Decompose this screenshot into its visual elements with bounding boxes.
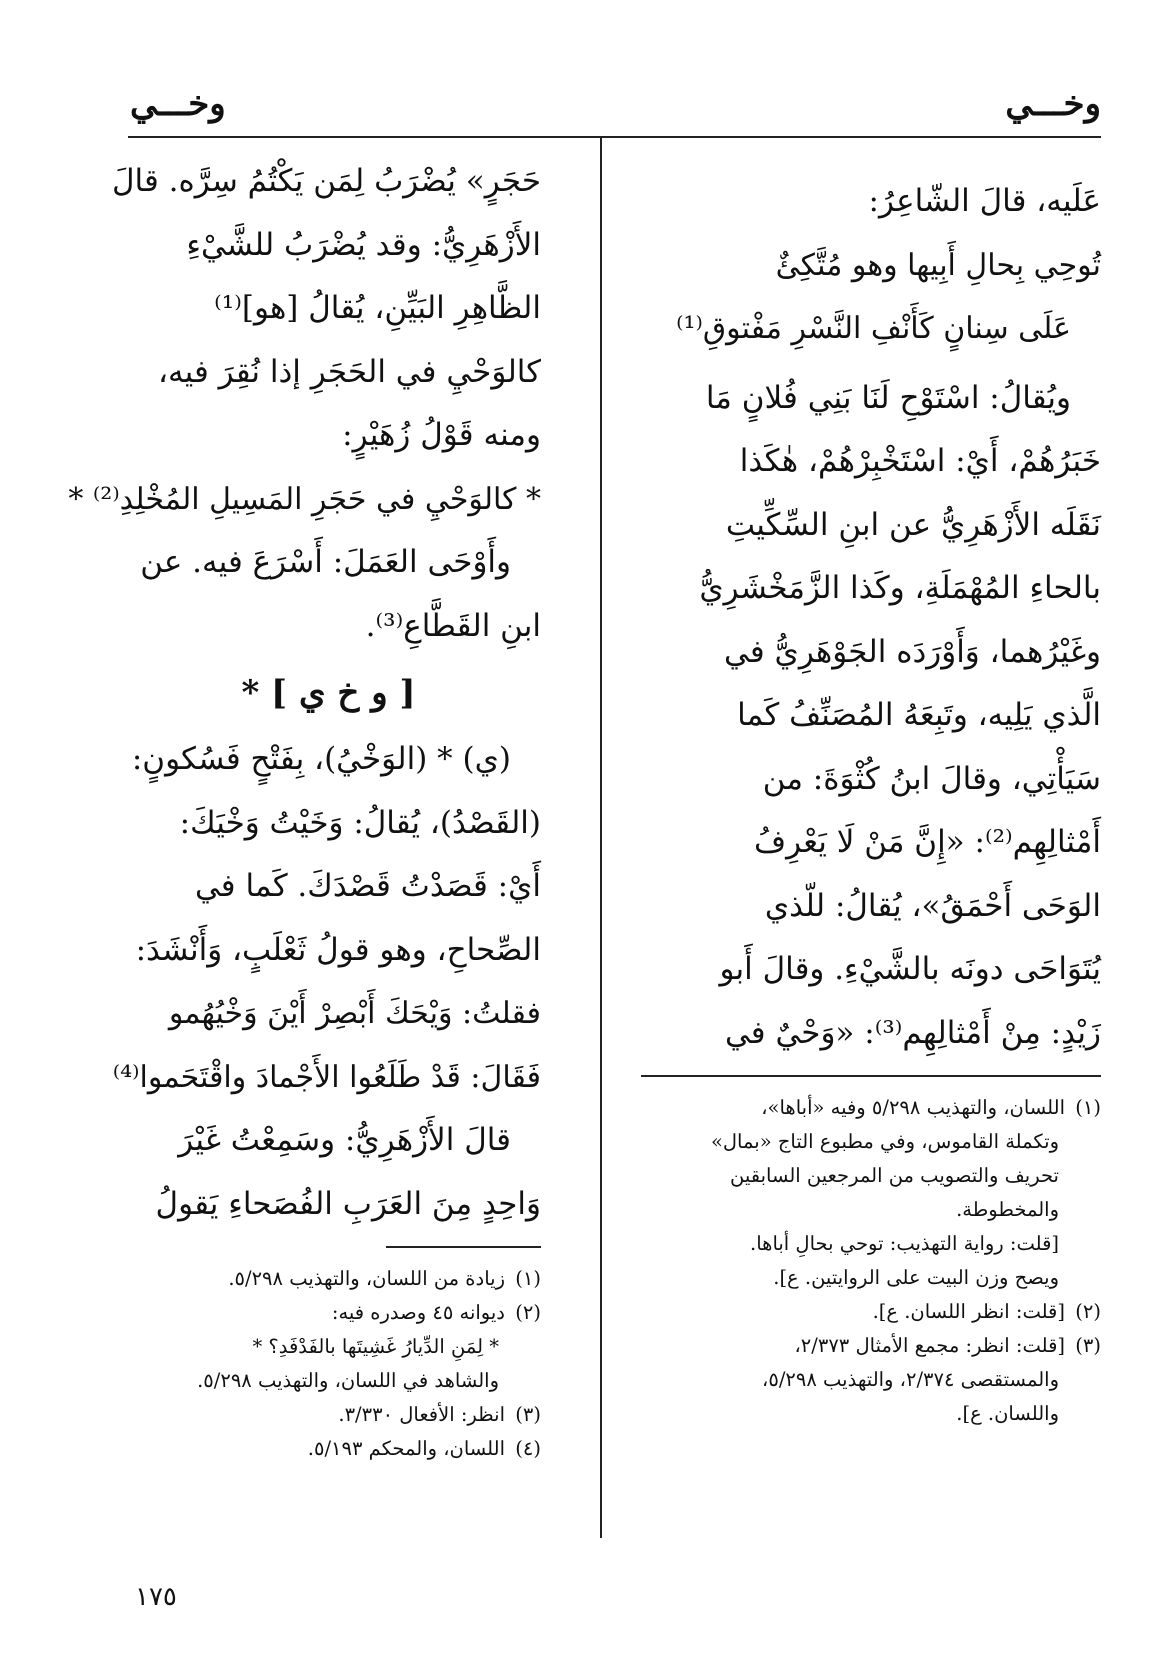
footnote-text: والمستقصى ٢/٣٧٤، والتهذيب ٥/٢٩٨،: [762, 1368, 1059, 1391]
verse-line: فَقَالَ: قَدْ طَلَعُوا الأَجْمادَ واقْتَحَموا⁽⁴⁾: [112, 1059, 541, 1095]
footnote-text: ديوانه ٤٥ وصدره فيه:: [331, 1301, 505, 1324]
footnote-number: (٢): [1075, 1300, 1101, 1323]
footnote-line: [641, 1295, 1101, 1329]
text-line: وغَيْرُهما، وَأَوْرَدَه الجَوْهَرِيُّ في: [724, 633, 1101, 670]
text-line: الظَّاهِرِ البَيِّنِ، يُقالُ [هو]⁽¹⁾: [214, 290, 541, 326]
text-line: زَيْدٍ: مِنْ أَمْثالِهِم⁽³⁾: «وَحْيٌ في: [724, 1014, 1101, 1051]
text-line: وَاحِدٍ مِنَ العَرَبِ الفُصَحاءِ يَقولُ: [155, 1185, 541, 1222]
footnote-text: انظر: الأفعال ٣/٣٣٠.: [338, 1403, 505, 1426]
text-line: ومنه قَوْلُ زُهَيْرٍ:: [342, 417, 541, 453]
footnote-text: وتكملة القاموس، وفي مطبوع التاج «بمال»: [710, 1130, 1059, 1153]
footnote-text: والشاهد في اللسان، والتهذيب ٥/٢٩٨.: [197, 1369, 499, 1392]
text-line: ويُقالُ: اسْتَوْحِ لَنَا بَنِي فُلانٍ مَا: [705, 379, 1071, 416]
text-line: (القَصْدُ)، يُقالُ: وَخَيْتُ وَخْيَكَ:: [179, 804, 541, 841]
footnote-text: [قلت: انظر اللسان. ع].: [872, 1300, 1065, 1323]
footnote-text: اللسان، والمحكم ٥/١٩٣.: [307, 1437, 505, 1460]
footnote-text: [قلت: رواية التهذيب: توحي بحالِ أباها.: [750, 1232, 1059, 1255]
footnote-line: [641, 1159, 1101, 1193]
page-number: ١٧٥: [135, 1582, 177, 1612]
text-line: الصِّحاحِ، وهو قولُ ثَعْلَبٍ، وَأَنْشَدَ:: [135, 931, 541, 968]
footnote-line: [641, 1397, 1101, 1431]
footnote-line: [116, 1330, 541, 1364]
footnote-line: [641, 1363, 1101, 1397]
footnote-line: [641, 1261, 1101, 1295]
running-head-left: وخـــي: [130, 84, 226, 124]
footnote-text: والمخطوطة.: [956, 1198, 1059, 1221]
text-line: أَمْثالِهِم⁽²⁾: «إِنَّ مَنْ لَا يَعْرِفُ: [754, 824, 1101, 860]
footnote-line: [116, 1364, 541, 1398]
footnote-number: (١): [1075, 1096, 1101, 1119]
header-rule: [128, 136, 1101, 138]
footnote-line: [116, 1262, 541, 1296]
footnote-text: واللسان. ع].: [956, 1402, 1059, 1425]
entry-heading: [ و خ ي ] *: [241, 673, 416, 713]
verse-line: عَلَى سِنانٍ كَأَنْفِ النَّسْرِ مَفْتوقِ⁽¹⁾: [676, 311, 1071, 346]
footnote-number: (٤): [515, 1437, 541, 1460]
right-column: [641, 170, 1101, 1431]
footnote-line: [641, 1227, 1101, 1261]
footnote-number: (٢): [515, 1301, 541, 1324]
text-line: أَيْ: قَصَدْتُ قَصْدَكَ. كَما في: [194, 868, 541, 904]
text-line: الوَحَى أَحْمَقُ»، يُقالُ: للّذي: [764, 887, 1101, 924]
text-line: الأَزْهَرِيُّ: وقد يُضْرَبُ للشَّيْءِ: [186, 226, 541, 263]
footnote-text: اللسان، والتهذيب ٥/٢٩٨ وفيه «أباها»،: [761, 1096, 1065, 1119]
footnote-number: (١): [515, 1267, 541, 1290]
footnote-line: [116, 1398, 541, 1432]
text-line: عَلَيه، قالَ الشّاعِرُ:: [868, 183, 1101, 219]
footnote-line: [641, 1329, 1101, 1363]
text-line: (ي) * (الوَخْيُ)، بِفَتْحٍ فَسُكونٍ:: [131, 741, 511, 777]
footnote-text: [قلت: انظر: مجمع الأمثال ٢/٣٧٣،: [794, 1334, 1065, 1357]
text-line: قالَ الأَزْهَرِيُّ: وسَمِعْتُ غَيْرَ: [178, 1122, 511, 1158]
verse-line: * كالوَحْيِ في حَجَرِ المَسِيلِ المُخْلِدِ⁽²⁾ *: [68, 481, 541, 517]
text-line: وأَوْحَى العَمَلَ: أَسْرَعَ فيه. عن: [140, 544, 511, 580]
footnote-line: [116, 1432, 541, 1466]
footnote-rule: [386, 1246, 541, 1248]
text-line: حَجَرٍ» يُضْرَبُ لِمَن يَكْتُمُ سِرَّه. قالَ: [112, 163, 541, 199]
footnote-line: [116, 1296, 541, 1330]
text-line: يُتَوَاحَى دونَه بالشَّيْءِ. وقالَ أَبو: [719, 951, 1101, 987]
footnote-number: (٣): [1075, 1334, 1101, 1357]
verse-line: فقلتُ: وَيْحَكَ أَبْصِرْ أَيْنَ وَخْيُهُمو: [168, 996, 541, 1031]
text-line: خَبَرُهُمْ، أَيْ: اسْتَخْبِرْهُمْ، هٰكَذا: [739, 443, 1101, 479]
column-divider: [600, 138, 602, 1538]
footnote-rule: [641, 1075, 1101, 1077]
footnote-text: زيادة من اللسان، والتهذيب ٥/٢٩٨.: [228, 1267, 505, 1290]
text-line: ابنِ القَطَّاعِ⁽³⁾.: [365, 607, 541, 644]
footnote-line: [641, 1193, 1101, 1227]
footnote-number: (٣): [515, 1403, 541, 1426]
footnote-text: تحريف والتصويب من المرجعين السابقين: [730, 1164, 1059, 1187]
text-line: بالحاءِ المُهْمَلَةِ، وكَذا الزَّمَخْشَرِيُّ: [699, 570, 1101, 606]
running-head-right: وخـــي: [1005, 84, 1101, 124]
left-column: [68, 150, 541, 1466]
text-line: نَقَلَه الأَزْهَرِيُّ عن ابنِ السِّكِّيتِ: [725, 506, 1101, 543]
text-line: كالوَحْيِ في الحَجَرِ إذا نُقِرَ فيه،: [157, 353, 541, 390]
text-line: سَيَأْتِي، وقالَ ابنُ كُثْوَةَ: من: [762, 760, 1101, 797]
footnote-text: * لِمَنِ الدِّيارُ غَشِيتَها بالفَدْفَدِ؟ *: [252, 1335, 499, 1358]
verse-line: تُوحِي بِحالِ أَبِيها وهو مُتَّكِئٌ: [775, 247, 1101, 283]
footnote-text: ويصح وزن البيت على الروايتين. ع].: [773, 1266, 1059, 1289]
footnote-line: [641, 1091, 1101, 1125]
footnote-line: [641, 1125, 1101, 1159]
text-line: الَّذي يَلِيه، وتَبِعَهُ المُصَنِّفُ كَما: [737, 697, 1101, 733]
